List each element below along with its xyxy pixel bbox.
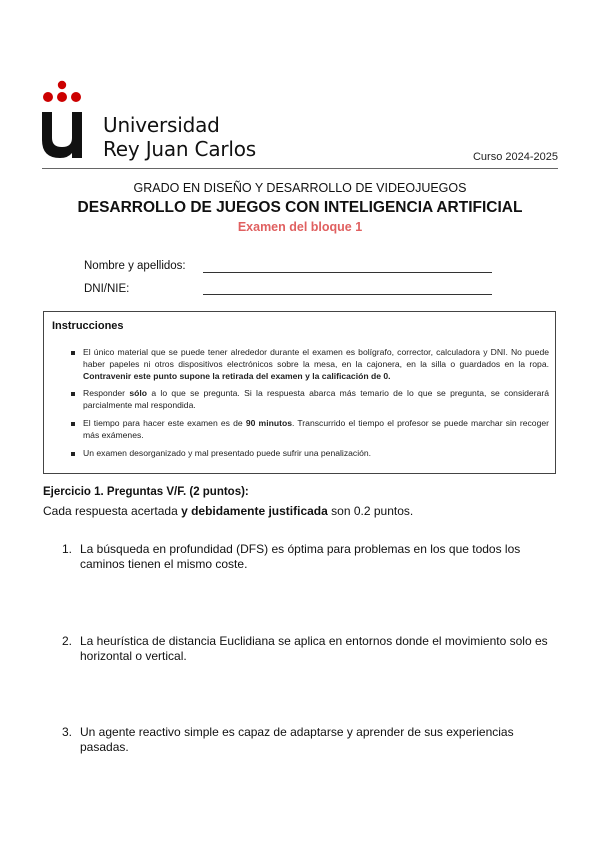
question-item <box>62 542 552 572</box>
question-text: La heurística de distancia Euclidiana se aplica en entornos donde el movimiento solo es horizontal o vertical. <box>80 634 548 663</box>
degree-title: GRADO EN DISEÑO Y DESARROLLO DE VIDEOJUEGOS <box>133 181 467 195</box>
instruction-bold: sólo <box>129 388 148 399</box>
instruction-text: El único material que se puede tener alrededor durante el examen es bolígrafo, corrector, calculadora y DNI. No puede haber papeles ni otros dispositivos electrónicos sobre la mesa, en la cajonera, en la silla o guardados en la ropa. <box>83 347 549 369</box>
id-field-line[interactable] <box>203 294 492 295</box>
exercise-scoring-pre: Cada respuesta acertada <box>43 504 182 518</box>
name-field-line[interactable] <box>203 272 492 273</box>
instructions-title: Instrucciones <box>52 320 124 332</box>
question-number: 2. <box>62 634 73 648</box>
instruction-item <box>70 388 549 412</box>
question-number: 1. <box>62 542 73 556</box>
instruction-text: Un examen desorganizado y mal presentado puede sufrir una penalización. <box>83 447 372 458</box>
question-item <box>62 725 552 755</box>
subject-title: DESARROLLO DE JUEGOS CON INTELIGENCIA ARTIFICIAL <box>77 199 523 216</box>
name-label: Nombre y apellidos: <box>84 260 186 272</box>
exercise-scoring-post: son 0.2 puntos. <box>327 504 414 518</box>
instruction-bold: 90 minutos <box>245 417 292 428</box>
instruction-text: a lo que se pregunta. Si la respuesta abarca más temario de lo que se pregunta, se considerará parcialmente mal respondida. <box>83 388 549 411</box>
question-text: Un agente reactivo simple es capaz de adaptarse y aprender de sus experiencias pasadas. <box>80 725 514 754</box>
header-divider <box>42 168 558 169</box>
question-number: 3. <box>62 725 73 739</box>
instruction-item <box>70 448 549 460</box>
instructions-list <box>70 347 549 465</box>
id-label: DNI/NIE: <box>84 283 130 295</box>
university-name-line1: Universidad <box>103 113 220 137</box>
university-name-line2: Rey Juan Carlos <box>103 137 257 161</box>
exercise-scoring <box>43 504 413 518</box>
question-text: La búsqueda en profundidad (DFS) es óptima para problemas en los que todos los caminos tienen el mismo coste. <box>80 542 521 571</box>
course-year: Curso 2024-2025 <box>472 151 558 163</box>
exercise-title: Ejercicio 1. Preguntas V/F. (2 puntos): <box>43 486 249 498</box>
instruction-text: . Transcurrido el tiempo el profesor se puede marchar sin recoger más exámenes. <box>83 417 550 440</box>
question-item <box>62 634 552 664</box>
university-logo <box>42 80 82 158</box>
logo-u-shape <box>42 112 82 158</box>
exam-title: Examen del bloque 1 <box>237 220 363 234</box>
instruction-item <box>70 347 549 382</box>
instruction-text: El tiempo para hacer este examen es de <box>83 417 246 428</box>
instruction-item <box>70 418 549 442</box>
instruction-text: Responder <box>83 388 130 399</box>
exercise-scoring-bold: y debidamente justificada <box>181 504 328 518</box>
university-name <box>103 113 256 161</box>
instruction-bold: Contravenir este punto supone la retirada del examen y la calificación de 0. <box>83 370 391 381</box>
logo-dots <box>43 81 81 102</box>
